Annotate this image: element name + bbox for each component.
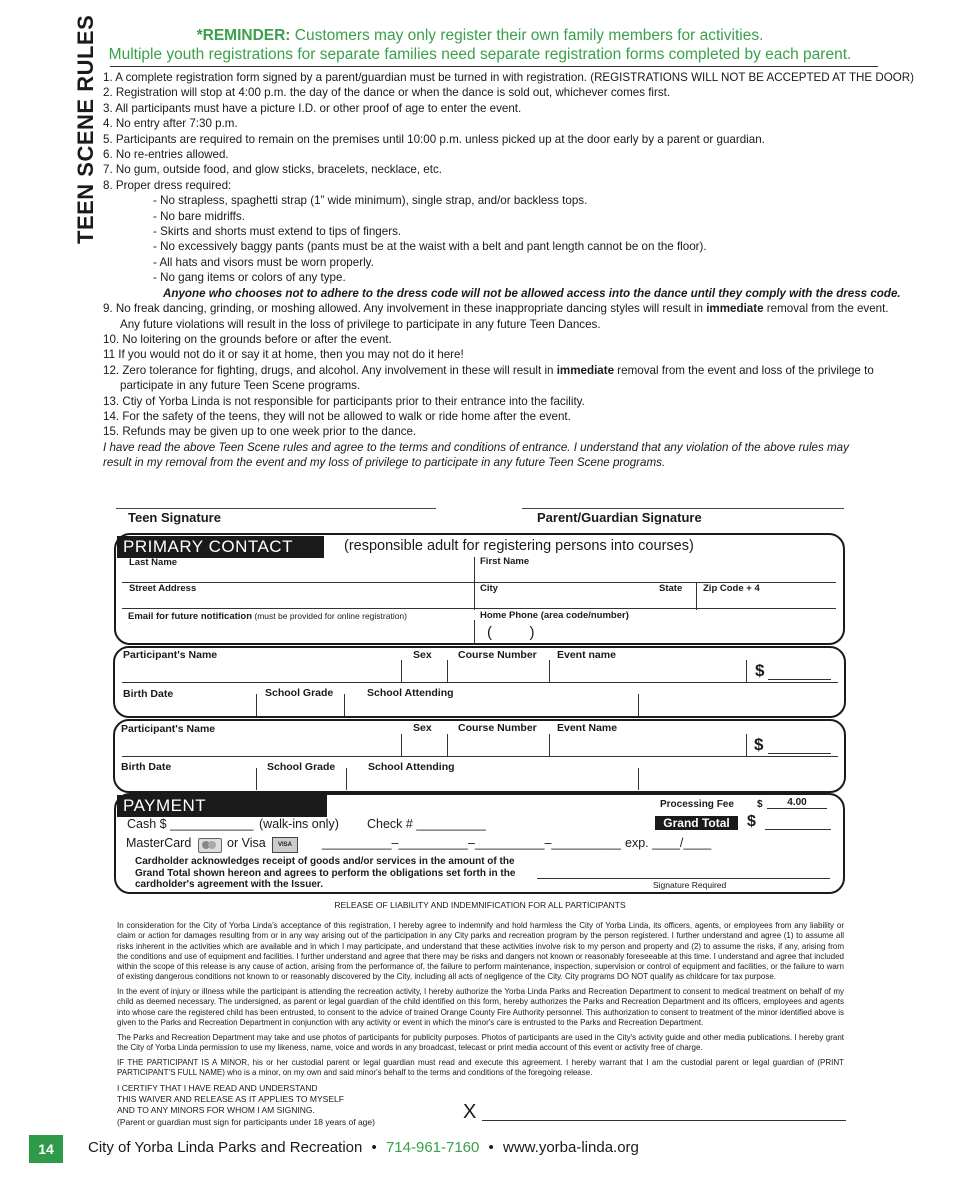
phone-area-code-field[interactable]: ( ) (487, 624, 535, 641)
course-number-label: Course Number (458, 649, 537, 661)
card-number-field[interactable]: __________–__________–__________–__________ (322, 836, 621, 850)
mastercard-logo-icon (198, 838, 222, 853)
reminder-line-1: *REMINDER: Customers may only register their own family members for activities. (196, 27, 764, 44)
divider (344, 694, 345, 716)
state-label: State (659, 583, 683, 594)
divider (746, 734, 747, 756)
grand-total-field[interactable] (765, 829, 831, 830)
dress-item: - No strapless, spaghetti strap (1” wide minimum), single strap, and/or backless tops. (153, 194, 588, 208)
last-name-label: Last Name (129, 557, 178, 568)
release-paragraph-2: In the event of injury or illness while the participant is attending the recreation activity, I hereby authorize the Yorba Linda Parks and Recreation Department to consent to medical treatment on behalf of my child as deemed necessary. The undersigned, as parent or legal guardian of the child identified on this form, hereby authorizes the Parks and Recreation Department and its officers, employees and agents into whose care the registered child has been entrusted, to consent to the advice of trained Orange County Fire Authority personnel. This authorization to consent to treatment of the minor identified above is given to the Parks and Recreation Department in conjunction with any activity or event in which the minor's care is entrusted to the Parks and Recreation Department. (117, 987, 844, 1027)
parent-signature-line[interactable] (522, 508, 844, 509)
amount-dollar: $ (755, 661, 765, 680)
dress-item: - All hats and visors must be worn properly. (153, 255, 374, 269)
certify-line: AND TO ANY MINORS FOR WHOM I AM SIGNING. (117, 1105, 315, 1116)
address-field[interactable] (122, 608, 836, 609)
dress-item: - Skirts and shorts must extend to tips of fingers. (153, 225, 402, 239)
card-expiration-field[interactable]: exp. ____/____ (625, 836, 712, 850)
divider (447, 660, 448, 682)
rule-item: 10. No loitering on the grounds before or after the event. (103, 332, 392, 346)
amount-field[interactable] (768, 679, 831, 680)
dress-note: Anyone who chooses not to adhere to the dress code will not be allowed access into the dance until they comply with the dress code. (163, 286, 901, 300)
participant-name-field[interactable] (122, 682, 838, 683)
amount-field[interactable] (768, 753, 831, 754)
walk-ins-note: (walk-ins only) (259, 817, 339, 831)
certify-line: THIS WAIVER AND RELEASE AS IT APPLIES TO MYSELF (117, 1094, 344, 1105)
agreement-text: I have read the above Teen Scene rules and agree to the terms and conditions of entrance. I understand that any violation of the above rules may result in my removal from the event and my loss of privilege to participate in any future Teen Scene programs. (103, 440, 849, 470)
section-title-teen-scene-rules: TEEN SCENE RULES (73, 14, 98, 244)
rule-item: 11 If you would not do it or say it at home, then you may not do it here! (103, 348, 464, 362)
divider (401, 734, 402, 756)
release-paragraph-1: In consideration for the City of Yorba Linda's acceptance of this registration, I hereby agree to indemnify and hold harmless the City of Yorba Linda, its officers, agents, or employees from any liability or claim or action for damages resulting from or in any way arising out of the participation in any City parks and recreation program by the person registered. I further understand and agree (1) to assume all risks inherent in the activities which are available and in which I may participate, and understand that these activities involve risk to my person and property and (2) to assume the risks, if any, arising from the conditions and use of equipment and facilities. I further understand and agree that there may be risks and dangers not known or reasonably foreseeable at this time. I understand and agree that included within the scope of this release is any cause of action, arising from the performance of, the failure to perform maintenance, inspection, supervision or control of equipment and facilities, or the failure to warn of existing dangerous conditions not known to or reasonably discovered by the City, including all acts of negligence of the City. City programs DO NOT qualify as childcare for tax purpose. (117, 921, 844, 982)
school-attending-label: School Attending (368, 761, 455, 773)
divider (638, 768, 639, 790)
divider (256, 694, 257, 716)
processing-fee-label: Processing Fee (660, 799, 734, 810)
page-number: 14 (29, 1135, 63, 1163)
divider (256, 768, 257, 790)
grand-total-dollar: $ (747, 813, 756, 830)
rule-item: 15. Refunds may be given up to one week prior to the dance. (103, 425, 417, 439)
course-number-label: Course Number (458, 722, 537, 734)
rule-item: 7. No gum, outside food, and glow sticks, bracelets, necklace, etc. (103, 163, 442, 177)
divider (346, 768, 347, 790)
cardholder-signature-line[interactable] (537, 878, 830, 879)
divider (549, 734, 550, 756)
birth-date-label: Birth Date (121, 761, 172, 773)
waiver-signature-line[interactable] (482, 1120, 846, 1121)
dress-item: - No bare midriffs. (153, 209, 245, 223)
school-grade-label: School Grade (267, 761, 336, 773)
rule-item: 3. All participants must have a picture I.D. or other proof of age to enter the event. (103, 101, 522, 115)
divider (638, 694, 639, 716)
event-name-label: Event Name (557, 722, 618, 734)
divider (401, 660, 402, 682)
signature-x-mark: X (463, 1101, 477, 1123)
divider (549, 660, 550, 682)
payment-title: PAYMENT (117, 795, 327, 817)
amount-dollar: $ (754, 735, 764, 754)
city-label: City (480, 583, 498, 594)
reminder-line-2: Multiple youth registrations for separate families need separate registration forms completed by each parent. (108, 46, 852, 63)
birth-date-label: Birth Date (123, 688, 174, 700)
parent-signature-label: Parent/Guardian Signature (537, 510, 702, 525)
divider (474, 557, 475, 585)
dress-item: - No excessively baggy pants (pants must be at the waist with a belt and pant length cannot be on the floor). (153, 240, 707, 254)
footer-org: City of Yorba Linda Parks and Recreation (88, 1139, 363, 1156)
teen-signature-label: Teen Signature (128, 510, 221, 525)
rule-item: 13. Ctiy of Yorba Linda is not responsible for participants prior to their entrance into the facility. (103, 394, 585, 408)
signature-required-label: Signature Required (653, 880, 727, 890)
teen-signature-line[interactable] (116, 508, 436, 509)
footer-text: City of Yorba Linda Parks and Recreation • 714-961-7160 • www.yorba-linda.org (88, 1139, 639, 1156)
mastercard-label: MasterCard (126, 836, 192, 850)
rule-item: 6. No re-entries allowed. (103, 148, 229, 162)
first-name-label: First Name (480, 556, 530, 567)
certify-line: I CERTIFY THAT I HAVE READ AND UNDERSTAND (117, 1083, 318, 1093)
divider (746, 660, 747, 682)
check-number-field[interactable]: Check # __________ (367, 817, 486, 831)
footer-website-link[interactable]: www.yorba-linda.org (502, 1139, 639, 1156)
release-paragraph-4: IF THE PARTICIPANT IS A MINOR, his or her custodial parent or legal guardian must read and execute this agreement. I hereby warrant that I am the custodial parent or legal guardian of (PRINT PARTICIPANT'S FULL NAME) who is a minor, on my own and said minor's behalf to the terms and conditions of the foregoing release. (117, 1058, 844, 1078)
rule-item: 2. Registration will stop at 4:00 p.m. the day of the dance or when the dance is sold out, whichever comes first. (103, 86, 671, 100)
street-address-label: Street Address (129, 583, 197, 594)
zip-label: Zip Code + 4 (703, 583, 760, 594)
rule-item: 5. Participants are required to remain on the premises until 10:00 p.m. unless picked up at the door early by a parent or guardian. (103, 132, 765, 146)
certify-block (117, 1083, 375, 1128)
rule-item-12: 12. Zero tolerance for fighting, drugs, and alcohol. Any involvement in these will result in immediate removal from the event and loss of the privilege to participate in any future Teen Scene programs. (103, 363, 874, 393)
rule-item: 8. Proper dress required: (103, 178, 232, 192)
release-title: RELEASE OF LIABILITY AND INDEMNIFICATION FOR ALL PARTICIPANTS (334, 900, 626, 910)
participant-name-label: Participant's Name (123, 649, 218, 661)
rule-item: 4. No entry after 7:30 p.m. (103, 117, 238, 131)
processing-fee-value: 4.00 (767, 797, 827, 809)
divider (474, 582, 475, 610)
school-attending-label: School Attending (367, 687, 454, 699)
home-phone-label: Home Phone (area code/number) (480, 610, 629, 621)
rules-list (103, 70, 915, 471)
sex-label: Sex (413, 649, 432, 661)
release-paragraph-3: The Parks and Recreation Department may take and use photos of participants for publicity purposes. Photos of participants are used in the City's activity guide and other media publications. I hereby grant the City of Yorba Linda permission to use my likeness, name, voice and words in any broadcast, telecast or print media account of this event or activity free of charge. (117, 1033, 844, 1053)
sex-label: Sex (413, 722, 432, 734)
primary-contact-subtitle: (responsible adult for registering persons into courses) (344, 538, 694, 554)
divider (474, 620, 475, 644)
visa-logo-icon: VISA (272, 837, 298, 853)
divider (696, 582, 697, 610)
cash-field[interactable]: Cash $ ____________ (127, 817, 254, 831)
school-grade-label: School Grade (265, 687, 334, 699)
cardholder-acknowledgement: Cardholder acknowledges receipt of goods and/or services in the amount of the Grand Total shown hereon and agrees to perform the obligations set forth in the cardholder's agreement with the Issuer. (135, 856, 516, 890)
rule-item-9: 9. No freak dancing, grinding, or moshing allowed. Any involvement in these inappropriate dancing styles will result in immediate removal from the event. Any future violations will result in the loss of privilege to participate in any future Teen Dances. (103, 302, 889, 331)
certify-line: (Parent or guardian must sign for participants under 18 years of age) (117, 1116, 375, 1127)
rule-item: 1. A complete registration form signed by a parent/guardian must be turned in with registration. (REGISTRATIONS WILL NOT BE ACCEPTED AT THE DOOR) (103, 71, 915, 84)
participant-name-label: Participant's Name (121, 723, 216, 735)
dress-item: - No gang items or colors of any type. (153, 271, 346, 285)
visa-label: or Visa (227, 836, 266, 850)
rule-item: 14. For the safety of the teens, they will not be allowed to walk or ride home after the event. (103, 409, 571, 423)
divider (110, 66, 878, 67)
primary-contact-title: PRIMARY CONTACT (117, 536, 324, 558)
processing-fee-dollar: $ (757, 799, 763, 810)
event-name-label: Event name (557, 649, 616, 661)
grand-total-label: Grand Total (655, 816, 738, 830)
participant-name-field[interactable] (122, 756, 838, 757)
divider (447, 734, 448, 756)
footer-phone[interactable]: 714-961-7160 (385, 1139, 480, 1156)
email-label: Email for future notification (must be provided for online registration) (128, 611, 407, 622)
